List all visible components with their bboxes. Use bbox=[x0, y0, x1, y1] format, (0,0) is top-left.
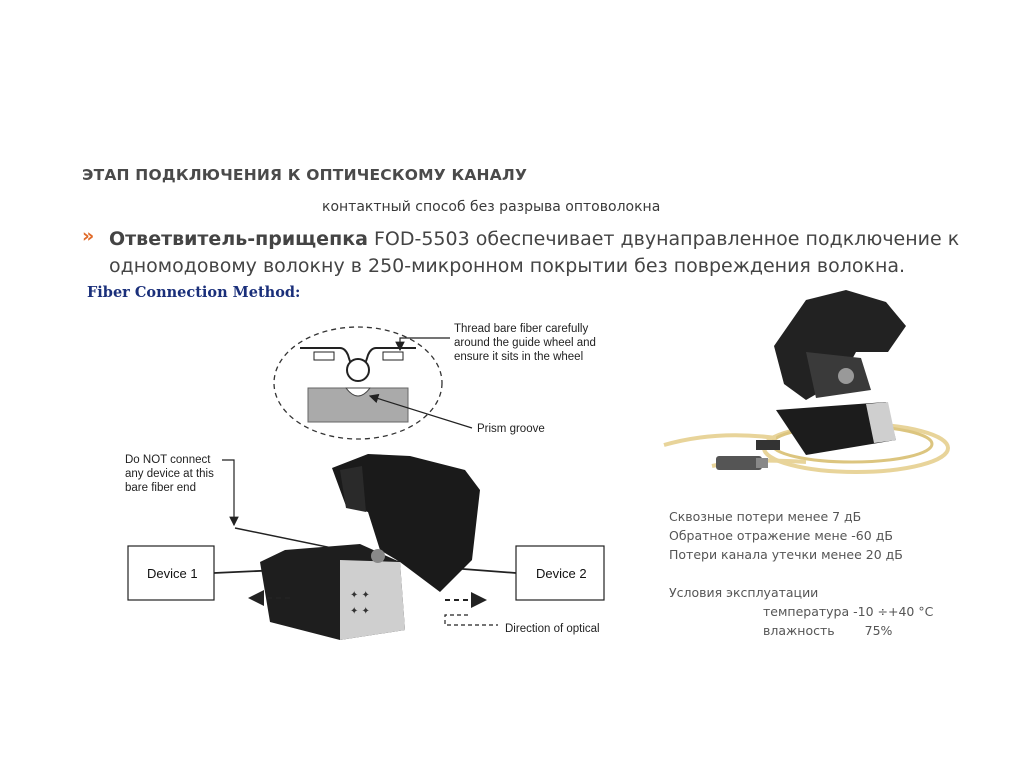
bullet-body-text: FOD-5503 обеспечивает двунаправленное подключение к одномодовому волокну в 250-микронном покрытии без повреждения волокна. bbox=[109, 228, 960, 277]
callout-donot-line3: bare fiber end bbox=[125, 482, 196, 494]
product-photo bbox=[656, 280, 952, 490]
spec-temperature: температура -10 ÷+40 °С bbox=[763, 604, 934, 619]
fiber-connection-diagram bbox=[100, 300, 640, 645]
callout-donot-line1: Do NOT connect bbox=[125, 454, 211, 466]
slide-title: ЭТАП ПОДКЛЮЧЕНИЯ К ОПТИЧЕСКОМУ КАНАЛУ bbox=[82, 166, 528, 184]
diagram-heading: Fiber Connection Method: bbox=[87, 284, 301, 301]
device-1-label: Device 1 bbox=[147, 566, 198, 581]
spec-humidity-value: 75% bbox=[864, 623, 893, 638]
bullet-bold-text: Ответвитель-прищепка bbox=[109, 228, 368, 250]
bullet-text bbox=[109, 226, 962, 280]
callout-donot-line2: any device at this bbox=[125, 468, 214, 480]
spec-leak: Потери канала утечки менее 20 дБ bbox=[669, 547, 903, 562]
spec-reflection: Обратное отражение мене -60 дБ bbox=[669, 528, 893, 543]
bullet-marker-icon: » bbox=[82, 225, 95, 247]
guide-wheel-detail bbox=[300, 348, 416, 422]
spec-conditions: Условия эксплуатации bbox=[669, 585, 819, 600]
slide-subtitle: контактный способ без разрыва оптоволокна bbox=[322, 199, 661, 215]
svg-text:✦ ✦: ✦ ✦ bbox=[350, 606, 370, 617]
spec-loss: Сквозные потери менее 7 дБ bbox=[669, 509, 862, 524]
fiber-clip-device bbox=[260, 454, 480, 640]
bullet-item bbox=[82, 226, 962, 280]
callout-thread-line2: around the guide wheel and bbox=[454, 337, 596, 349]
callout-prism: Prism groove bbox=[477, 423, 545, 435]
callout-thread-line1: Thread bare fiber carefully bbox=[454, 323, 589, 335]
svg-text:✦ ✦: ✦ ✦ bbox=[350, 590, 370, 601]
callout-thread-line3: ensure it sits in the wheel bbox=[454, 351, 584, 363]
direction-label: Direction of optical bbox=[505, 623, 600, 635]
spec-humidity bbox=[669, 621, 933, 640]
specs-block bbox=[669, 507, 933, 640]
device-2-label: Device 2 bbox=[536, 566, 587, 581]
spec-humidity-label: влажность bbox=[763, 623, 835, 638]
